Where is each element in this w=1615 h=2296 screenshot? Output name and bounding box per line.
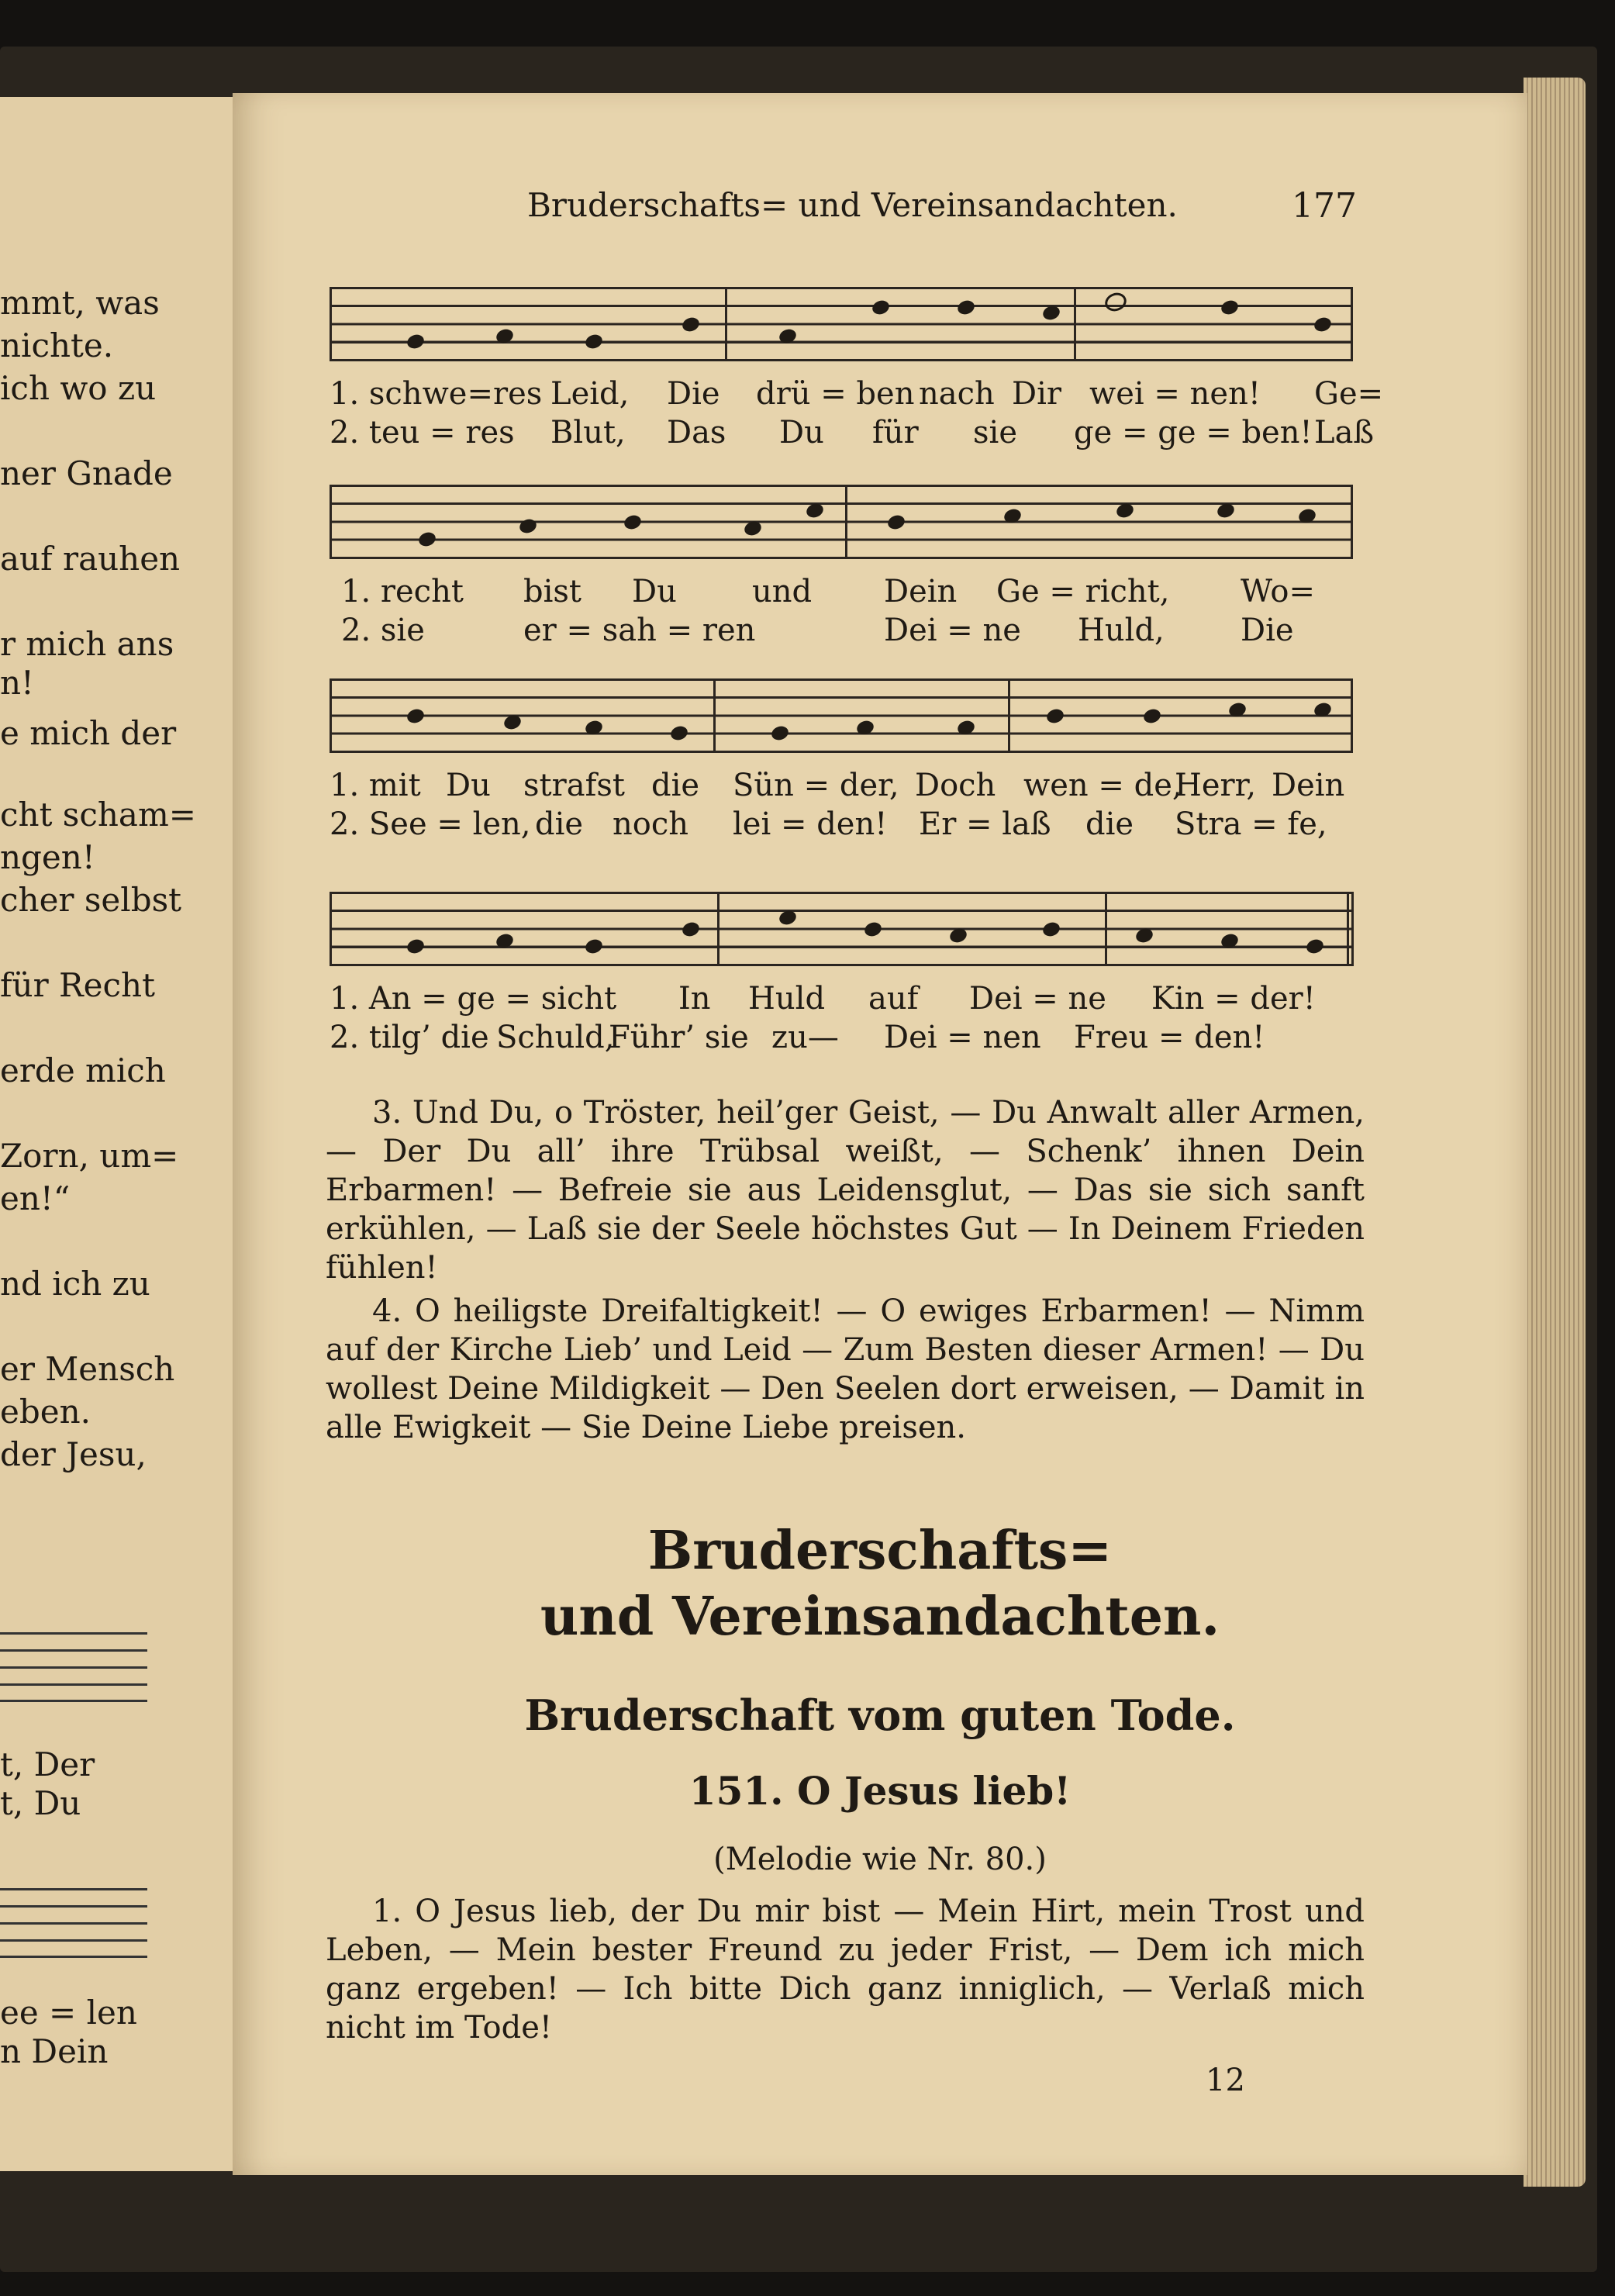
running-title: Bruderschafts= und Vereinsandachten. <box>527 186 1178 224</box>
signature-mark: 12 <box>1206 2063 1245 2098</box>
music-staff <box>330 892 1353 966</box>
page-edges <box>1524 78 1586 2187</box>
left-page <box>0 97 237 2171</box>
left-fragment: r mich ans <box>0 625 174 663</box>
hymn-title: 151. O Jesus lieb! <box>688 1768 1071 1814</box>
left-fragment: für Recht <box>0 966 155 1004</box>
right-page: Bruderschafts= und Vereinsandachten. 177 1. schwe=res Leid, Die drü = ben nach Dir wei = nen! Ge= 2. teu = res Blut, Das Du für sie ge = ge = ben! Laß 1. recht bist Du und Dein Ge = richt, Wo= 2. sie er = sah = ren Dei = ne Huld, Die 1. mit Du strafst die Sün = der, Doch wen = de, Herr, Dein 2. See = len, die noch lei = den! Er = laß die Stra = fe, 1. An = ge = sicht In Huld auf Dei = ne Kin = der! 2. tilg’ die Schuld, Führ’ sie zu— Dei = nen Freu = den! 3. Und Du, o Tröster, heil’ger Geist, — Du Anwalt aller Armen, — Der Du all’ ihre Trübsal weißt, — Schenk’ ihnen Dein Erbarmen! — Befreie sie aus Leidensglut, — Das sie sich sanft erkühlen, — Laß sie der Seele höchstes Gut — In Deinem Frieden fühlen! 4. O heiligste Dreifaltigkeit! — O ewiges Erbarmen! — Nimm auf der Kirche Lieb’ und Leid — Zum Besten dieser Armen! — Du wollest Deine Mildigkeit — Den Seelen dort erweisen, — Damit in alle Ewigkeit — Sie Deine Liebe preisen. Bruderschafts= und Vereinsandachten. Bruderschaft vom guten Tode. 151. O Jesus lieb! (Melodie wie Nr. 80.) 1. O Jesus lieb, der Du mir bist — Mein Hirt, mein Trost und Leben, — Mein bester Freund zu jeder Frist, — Dem ich mich ganz ergeben! — Ich bitte Dich ganz inniglich, — Verlaß mich nicht im Tode! 12 <box>233 93 1527 2175</box>
section-subheading: Bruderschaft vom guten Tode. <box>524 1690 1236 1740</box>
left-fragment: eben. <box>0 1393 91 1431</box>
section-heading-line2: und Vereinsandachten. <box>540 1586 1220 1648</box>
music-staff <box>330 287 1353 361</box>
left-fragment: n Dein <box>0 2032 109 2070</box>
left-fragment: ner Gnade <box>0 454 173 492</box>
verses-block <box>326 1093 1365 1452</box>
left-fragment: n! <box>0 664 34 702</box>
left-fragment: cht scham= <box>0 796 196 834</box>
left-fragment: erde mich <box>0 1051 166 1089</box>
left-fragment: en!“ <box>0 1179 71 1217</box>
left-fragment: t, Du <box>0 1784 81 1822</box>
left-fragment: Zorn, um= <box>0 1137 179 1175</box>
page-number: 177 <box>1292 186 1357 226</box>
left-fragment: er Mensch <box>0 1350 175 1388</box>
section-heading-line1: Bruderschafts= <box>647 1520 1113 1582</box>
left-fragment: cher selbst <box>0 881 182 919</box>
left-fragment: mmt, was <box>0 284 160 322</box>
music-staff <box>330 485 1353 559</box>
hymn-verse-block <box>326 1892 1365 2052</box>
left-fragment: der Jesu, <box>0 1435 147 1473</box>
left-fragment: nichte. <box>0 326 114 364</box>
verse-3: 3. Und Du, o Tröster, heil’ger Geist, — Du Anwalt aller Armen, — Der Du all’ ihre Trübsal weißt, — Schenk’ ihnen Dein Erbarmen! — Befreie sie aus Leidensglut, — Das sie sich sanft erkühlen, — Laß sie der Seele höchstes Gut — In Deinem Frieden fühlen! <box>326 1095 1365 1286</box>
left-fragment: e mich der <box>0 714 177 752</box>
left-fragment: t, Der <box>0 1745 95 1783</box>
hymn-verse-1: 1. O Jesus lieb, der Du mir bist — Mein Hirt, mein Trost und Leben, — Mein bester Freund zu jeder Frist, — Dem ich mich ganz ergeben! — Ich bitte Dich ganz inniglich, — Verlaß mich nicht im Tode! <box>326 1894 1365 2046</box>
left-fragment: nd ich zu <box>0 1265 150 1303</box>
left-fragment: ee = len <box>0 1994 137 2032</box>
left-fragment: auf rauhen <box>0 540 181 578</box>
left-fragment: ich wo zu <box>0 369 157 407</box>
melody-note: (Melodie wie Nr. 80.) <box>713 1842 1047 1877</box>
music-staff <box>330 678 1353 753</box>
left-fragment: ngen! <box>0 838 95 876</box>
left-staff <box>0 1888 147 1958</box>
verse-4: 4. O heiligste Dreifaltigkeit! — O ewiges Erbarmen! — Nimm auf der Kirche Lieb’ und Leid — Zum Besten dieser Armen! — Du wollest Deine Mildigkeit — Den Seelen dort erweisen, — Damit in alle Ewigkeit — Sie Deine Liebe preisen. <box>326 1293 1365 1445</box>
left-staff <box>0 1632 147 1702</box>
